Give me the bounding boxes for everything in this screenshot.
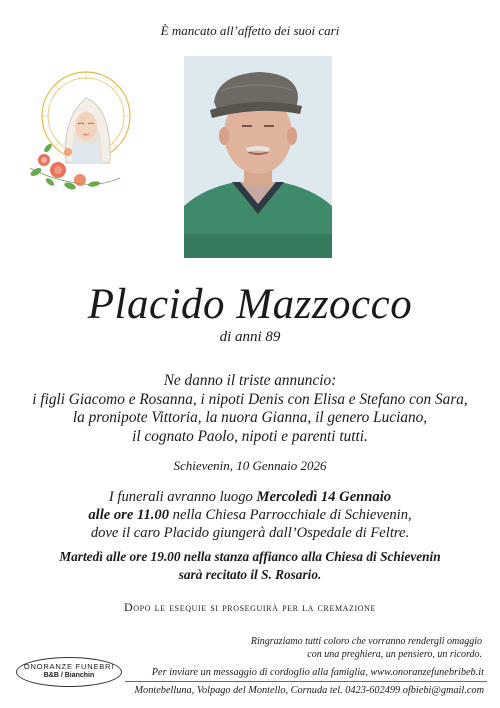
announcement-line: la pronipote Vittoria, la nuora Gianna, il genero Luciano, xyxy=(72,409,428,426)
funeral-date: Mercoledì 14 Gennaio xyxy=(256,489,392,505)
footer-divider xyxy=(125,681,487,682)
cremation-note: Dopo le esequie si proseguirà per la cremazione xyxy=(123,600,377,614)
announcement-line: Ne danno il triste annuncio: xyxy=(163,372,337,389)
portrait-photo xyxy=(184,56,332,258)
rosary-line: sarà recitato il S. Rosario. xyxy=(178,567,322,582)
announcement-line: i figli Giacomo e Rosanna, i nipoti Denis con Elisa e Stefano con Sara, xyxy=(32,390,468,408)
announcement-block xyxy=(0,372,500,446)
thanks-block xyxy=(182,635,482,661)
announcement-line: il cognato Paolo, nipoti e parenti tutti. xyxy=(132,427,368,445)
contact-address: Montebelluna, Volpago del Montello, Cornuda tel. 0423-602499 ofbiebi@gmail.com xyxy=(134,685,484,696)
place-date: Schievenin, 10 Gennaio 2026 xyxy=(173,458,327,473)
logo-subtitle: B&B / Bianchin xyxy=(43,672,95,679)
funeral-line-3: dove il caro Placido giungerà dall’Ospedale di Feltre. xyxy=(90,525,410,541)
rosary-block xyxy=(0,548,500,584)
age-line: di anni 89 xyxy=(219,329,281,345)
funeral-line-2 xyxy=(0,506,500,524)
logo-title: ONORANZE FUNEBRI xyxy=(23,662,115,671)
madonna-icon xyxy=(22,68,132,198)
thanks-line: con una preghiera, un pensiero, un ricordo. xyxy=(307,649,482,660)
funeral-time: alle ore 11.00 xyxy=(88,507,170,523)
funeral-line-1 xyxy=(0,488,500,506)
rosary-line: Martedì alle ore 19.00 nella stanza affianco alla Chiesa di Schievenin xyxy=(59,549,441,564)
deceased-name: Placido Mazzocco xyxy=(87,281,413,328)
thanks-line: Ringraziamo tutti coloro che vorranno rendergli omaggio xyxy=(250,636,482,647)
funeral-block xyxy=(0,488,500,542)
condolence-message: Per inviare un messaggio di cordoglio alla famiglia, www.onoranzefunebribeb.it xyxy=(151,667,484,678)
funeral-church: nella Chiesa Parrocchiale di Schievenin, xyxy=(169,507,412,523)
intro-line: È mancato all’affetto dei suoi cari xyxy=(160,23,340,38)
funeral-intro-text: I funerali avranno luogo xyxy=(108,489,257,505)
